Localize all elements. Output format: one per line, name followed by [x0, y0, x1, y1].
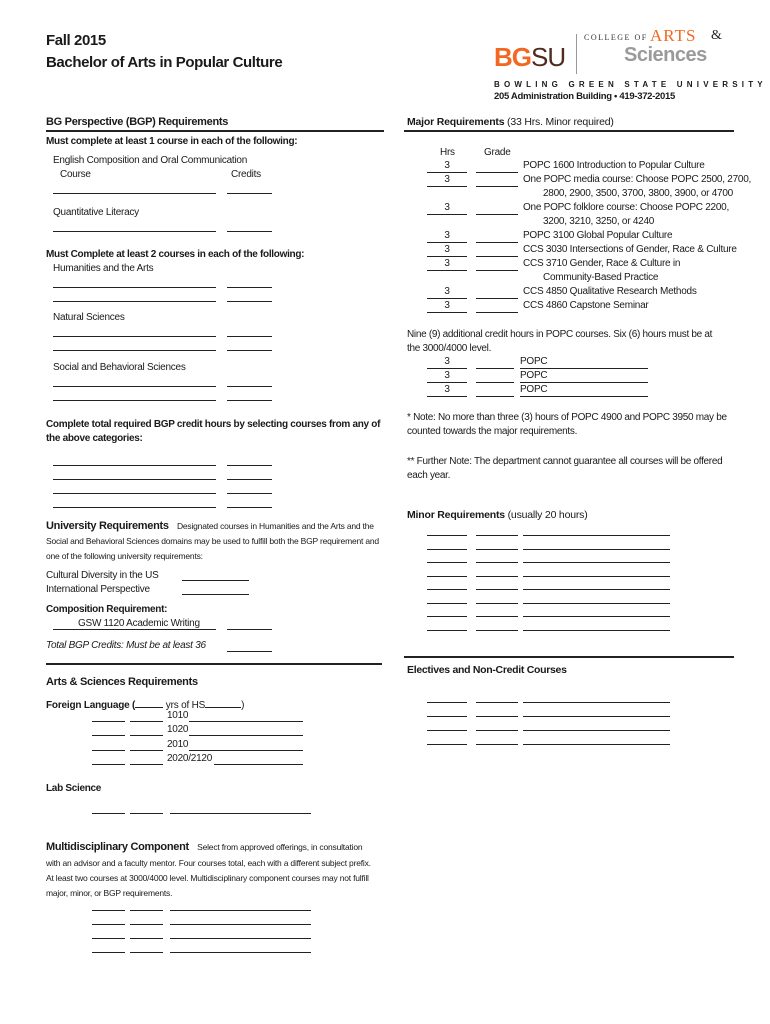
eng-course-line[interactable]: [53, 193, 216, 194]
multi-line-b[interactable]: [130, 952, 163, 953]
multi-line-c[interactable]: [170, 952, 311, 953]
fl-line-b[interactable]: [130, 735, 163, 736]
multi-line-a[interactable]: [92, 910, 125, 911]
popc-hrs: 3: [427, 384, 467, 397]
bgp-rule: [46, 130, 384, 132]
course-grade-line[interactable]: [476, 298, 518, 299]
university-block: [46, 518, 382, 563]
minor-heading: [407, 509, 588, 521]
cultural-label: Cultural Diversity in the US: [46, 570, 159, 581]
social-label: Social and Behavioral Sciences: [53, 362, 186, 373]
minor-course-line[interactable]: [523, 549, 670, 550]
minor-course-line[interactable]: [523, 630, 670, 631]
elective-grade-line[interactable]: [476, 730, 518, 731]
humanities-label: Humanities and the Arts: [53, 263, 154, 274]
multi-line-c[interactable]: [170, 938, 311, 939]
elective-course-line[interactable]: [523, 744, 670, 745]
minor-hrs-line[interactable]: [427, 630, 467, 631]
fl-line-c[interactable]: [189, 721, 303, 722]
course-desc: One POPC media course: Choose POPC 2500, 2700,: [523, 174, 752, 185]
course-hrs: 3: [427, 286, 467, 299]
minor-course-line[interactable]: [523, 603, 670, 604]
fl-line-c[interactable]: [214, 764, 303, 765]
minor-hrs-line[interactable]: [427, 589, 467, 590]
fl-line-b[interactable]: [130, 721, 163, 722]
university-title: University Requirements: [46, 520, 169, 532]
fl-line-b[interactable]: [130, 750, 163, 751]
gsw-line[interactable]: [53, 629, 216, 630]
multi-line-b[interactable]: [130, 910, 163, 911]
minor-subtitle: (usually 20 hours): [504, 509, 588, 521]
minor-grade-line[interactable]: [476, 616, 518, 617]
extra-course-line[interactable]: [53, 493, 216, 494]
elective-grade-line[interactable]: [476, 716, 518, 717]
electives-rule: [404, 656, 734, 658]
minor-course-line[interactable]: [523, 562, 670, 563]
logo-sciences: Sciences: [624, 44, 707, 66]
natural-course-line[interactable]: [53, 350, 216, 351]
term-title: Fall 2015: [46, 32, 106, 49]
minor-hrs-line[interactable]: [427, 603, 467, 604]
fl-level: 2020/2120: [167, 753, 213, 764]
social-credit-line[interactable]: [227, 386, 272, 387]
course-grade-line[interactable]: [476, 270, 518, 271]
program-title: Bachelor of Arts in Popular Culture: [46, 54, 283, 71]
bgsu-logo: [494, 28, 734, 88]
logo-college-of: COLLEGE OF: [584, 33, 648, 42]
logo-bg: BG: [494, 42, 531, 72]
elective-hrs-line[interactable]: [427, 716, 467, 717]
course-grade-line[interactable]: [476, 256, 518, 257]
arts-sci-title: Arts & Sciences Requirements: [46, 676, 198, 688]
course-hrs: 3: [427, 300, 467, 313]
social-course-line[interactable]: [53, 386, 216, 387]
quant-credit-line[interactable]: [227, 231, 272, 232]
elective-grade-line[interactable]: [476, 702, 518, 703]
popc-hrs: 3: [427, 356, 467, 369]
logo-amp: &: [711, 28, 722, 43]
foreign-yrs-line-2[interactable]: [205, 697, 241, 708]
credits-header: Credits: [231, 169, 261, 180]
course-hrs: 3: [427, 202, 467, 215]
social-credit-line[interactable]: [227, 400, 272, 401]
multi-line-c[interactable]: [170, 910, 311, 911]
eng-credit-line[interactable]: [227, 193, 272, 194]
elective-course-line[interactable]: [523, 702, 670, 703]
gsw-label: GSW 1120 Academic Writing: [78, 618, 200, 629]
popc-grade-line[interactable]: [476, 368, 514, 369]
extra-credit-line[interactable]: [227, 507, 272, 508]
course-desc: CCS 3030 Intersections of Gender, Race & Culture: [523, 244, 737, 255]
arts-sci-rule: [46, 663, 382, 665]
address-line: 205 Administration Building • 419-372-2015: [494, 91, 675, 102]
course-desc: 3200, 3210, 3250, or 4240: [543, 216, 655, 227]
minor-grade-line[interactable]: [476, 630, 518, 631]
course-desc: 2800, 2900, 3500, 3700, 3800, 3900, or 4700: [543, 188, 733, 199]
nine-note: Nine (9) additional credit hours in POPC courses. Six (6) hours must be at the 3000/4000 level.: [407, 329, 713, 354]
elective-hrs-line[interactable]: [427, 744, 467, 745]
elective-course-line[interactable]: [523, 716, 670, 717]
course-desc: CCS 4850 Qualitative Research Methods: [523, 286, 697, 297]
course-hrs: 3: [427, 174, 467, 187]
minor-grade-line[interactable]: [476, 562, 518, 563]
social-course-line[interactable]: [53, 400, 216, 401]
minor-course-line[interactable]: [523, 576, 670, 577]
natural-credit-line[interactable]: [227, 336, 272, 337]
popc-grade-line[interactable]: [476, 396, 514, 397]
note-1: * Note: No more than three (3) hours of POPC 4900 and POPC 3950 may be counted towards the major requirements.: [407, 412, 727, 437]
international-label: International Perspective: [46, 584, 150, 595]
popc-grade-line[interactable]: [476, 382, 514, 383]
humanities-course-line[interactable]: [53, 301, 216, 302]
popc-course[interactable]: POPC: [520, 356, 648, 369]
fl-line-a[interactable]: [92, 721, 125, 722]
fl-line-c[interactable]: [189, 750, 303, 751]
extra-course-line[interactable]: [53, 507, 216, 508]
extra-credit-line[interactable]: [227, 465, 272, 466]
course-grade-line[interactable]: [476, 172, 518, 173]
bgp-must-one: Must complete at least 1 course in each of the following:: [46, 136, 298, 147]
popc-course[interactable]: POPC: [520, 384, 648, 397]
course-grade-line[interactable]: [476, 312, 518, 313]
bgp-must-two: Must Complete at least 2 courses in each of the following:: [46, 249, 305, 260]
fl-line-c[interactable]: [189, 735, 303, 736]
elective-grade-line[interactable]: [476, 744, 518, 745]
electives-title: Electives and Non-Credit Courses: [407, 664, 567, 676]
bgp-title: BG Perspective (BGP) Requirements: [46, 116, 229, 128]
hrs-header: Hrs: [440, 147, 455, 158]
extra-credit-line[interactable]: [227, 493, 272, 494]
university-name: BOWLING GREEN STATE UNIVERSITY: [494, 80, 767, 89]
popc-hrs: 3: [427, 370, 467, 383]
minor-lines: [427, 535, 677, 635]
course-desc: CCS 3710 Gender, Race & Culture in: [523, 258, 681, 269]
course-hrs: 3: [427, 258, 467, 271]
fl-line-a[interactable]: [92, 764, 125, 765]
lab-line-c[interactable]: [170, 813, 311, 814]
fl-line-a[interactable]: [92, 735, 125, 736]
logo-su: SU: [531, 42, 566, 72]
natural-course-line[interactable]: [53, 336, 216, 337]
course-desc: Community-Based Practice: [543, 272, 659, 283]
foreign-language-row: [46, 697, 244, 711]
humanities-course-line[interactable]: [53, 287, 216, 288]
elective-hrs-line[interactable]: [427, 702, 467, 703]
major-heading: [407, 116, 614, 128]
extra-credit-line[interactable]: [227, 479, 272, 480]
grade-header: Grade: [484, 147, 511, 158]
major-title: Major Requirements: [407, 116, 505, 128]
foreign-label: Foreign Language (: [46, 700, 136, 711]
multi-line-a[interactable]: [92, 952, 125, 953]
popc-course[interactable]: POPC: [520, 370, 648, 383]
lab-line-a[interactable]: [92, 813, 125, 814]
lab-science-label: Lab Science: [46, 783, 102, 794]
multi-line-a[interactable]: [92, 938, 125, 939]
fl-level: 1020: [167, 724, 189, 735]
elective-course-line[interactable]: [523, 730, 670, 731]
fl-level: 2010: [167, 739, 189, 750]
gsw-credit-line[interactable]: [227, 629, 272, 630]
foreign-yrs-line[interactable]: [135, 697, 163, 708]
minor-hrs-line[interactable]: [427, 576, 467, 577]
multi-line-a[interactable]: [92, 924, 125, 925]
university-desc: Designated courses in Humanities and the Arts and the Social and Behavioral Sciences domains may be used to fulfill both the BGP requirement and one of the following university requirements:: [46, 521, 379, 561]
eng-comp-label: English Composition and Oral Communication: [53, 155, 248, 166]
composition-label: Composition Requirement:: [46, 604, 168, 615]
minor-grade-line[interactable]: [476, 549, 518, 550]
extra-course-line[interactable]: [53, 479, 216, 480]
multi-line-b[interactable]: [130, 938, 163, 939]
minor-course-line[interactable]: [523, 589, 670, 590]
fl-level: 1010: [167, 710, 189, 721]
minor-hrs-line[interactable]: [427, 616, 467, 617]
lab-line-b[interactable]: [130, 813, 163, 814]
logo-divider: [576, 34, 577, 74]
minor-hrs-line[interactable]: [427, 549, 467, 550]
minor-grade-line[interactable]: [476, 589, 518, 590]
course-hrs: 3: [427, 160, 467, 173]
minor-course-line[interactable]: [523, 616, 670, 617]
total-bgp-label: Total BGP Credits: Must be at least 36: [46, 640, 206, 651]
minor-title: Minor Requirements: [407, 509, 505, 521]
major-subtitle: (33 Hrs. Minor required): [504, 116, 614, 128]
natural-credit-line[interactable]: [227, 350, 272, 351]
course-desc: POPC 3100 Global Popular Culture: [523, 230, 673, 241]
multi-line-c[interactable]: [170, 924, 311, 925]
minor-course-line[interactable]: [523, 535, 670, 536]
minor-grade-line[interactable]: [476, 603, 518, 604]
course-header: Course: [60, 169, 91, 180]
course-grade-line[interactable]: [476, 214, 518, 215]
multi-block: [46, 839, 376, 900]
multi-desc: Select from approved offerings, in consultation with an advisor and a faculty mentor. Four courses total, each with a different subject prefix. At least two courses at 3000/4000 level. Multidisciplinary component courses may not fulfill major, minor, or BGP requirements.: [46, 842, 371, 898]
quant-label: Quantitative Literacy: [53, 207, 139, 218]
course-grade-line[interactable]: [476, 242, 518, 243]
fl-line-a[interactable]: [92, 750, 125, 751]
course-hrs: 3: [427, 244, 467, 257]
cultural-line[interactable]: [182, 580, 249, 581]
natural-label: Natural Sciences: [53, 312, 125, 323]
foreign-yrs-label: yrs of HS: [165, 700, 206, 711]
course-grade-line[interactable]: [476, 186, 518, 187]
logo-arts: ARTS: [650, 26, 697, 45]
course-desc: CCS 4860 Capstone Seminar: [523, 300, 649, 311]
multi-title: Multidisciplinary Component: [46, 841, 189, 853]
major-rule: [404, 130, 734, 132]
elective-hrs-line[interactable]: [427, 730, 467, 731]
course-desc: One POPC folklore course: Choose POPC 2200,: [523, 202, 730, 213]
minor-hrs-line[interactable]: [427, 562, 467, 563]
humanities-credit-line[interactable]: [227, 287, 272, 288]
course-hrs: 3: [427, 230, 467, 243]
elective-lines: [427, 702, 677, 752]
international-line[interactable]: [182, 594, 249, 595]
quant-course-line[interactable]: [53, 231, 216, 232]
bgp-total-note: Complete total required BGP credit hours by selecting courses from any of the above categories:: [46, 419, 381, 444]
note-2: ** Further Note: The department cannot guarantee all courses will be offered each year.: [407, 456, 723, 481]
humanities-credit-line[interactable]: [227, 301, 272, 302]
minor-grade-line[interactable]: [476, 535, 518, 536]
foreign-close: ): [241, 700, 245, 711]
course-desc: POPC 1600 Introduction to Popular Culture: [523, 160, 705, 171]
extra-course-line[interactable]: [53, 465, 216, 466]
minor-hrs-line[interactable]: [427, 535, 467, 536]
multi-line-b[interactable]: [130, 924, 163, 925]
total-bgp-line[interactable]: [227, 651, 272, 652]
minor-grade-line[interactable]: [476, 576, 518, 577]
fl-line-b[interactable]: [130, 764, 163, 765]
